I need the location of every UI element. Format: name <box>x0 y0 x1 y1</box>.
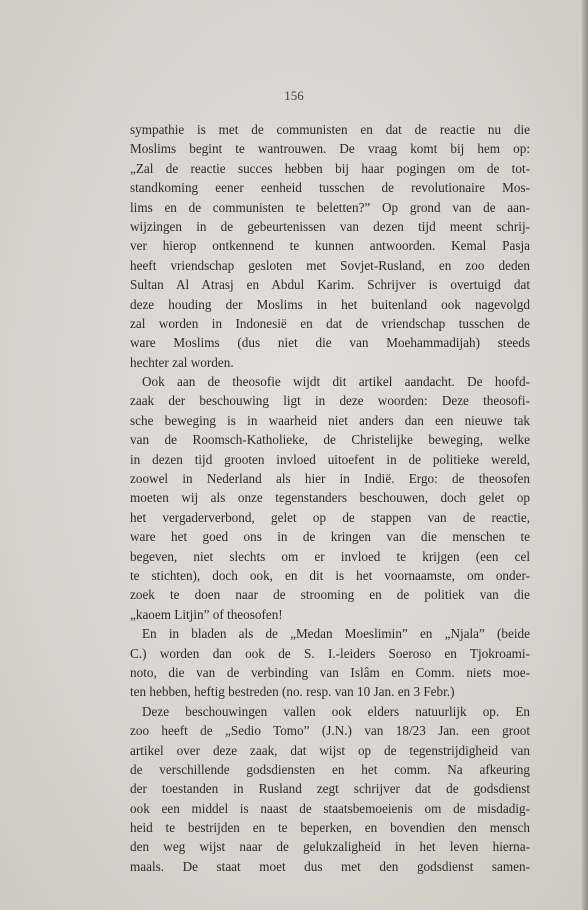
paragraph <box>130 372 530 624</box>
text-line: En in bladen als de „Medan Moeslimin” en „Njala” (beide <box>142 626 530 642</box>
text-line: lims en de communisten te beletten?” Op grond van de aan- <box>130 199 530 215</box>
text-line: zoek te doen naar de strooming en de politiek van die <box>130 587 530 603</box>
text-line: noto, die van de verbinding van Islâm en Comm. niets moe- <box>130 664 530 680</box>
text-line: sche beweging is in waarheid niet anders dan een nieuwe tak <box>130 412 530 428</box>
text-line: Deze beschouwingen vallen ook elders natuurlijk op. En <box>142 703 530 719</box>
text-line: deze houding der Moslims in het buitenland ook nagevolgd <box>130 296 530 312</box>
paragraph <box>130 702 530 877</box>
text-line: te stichten), doch ook, en dit is het voornaamste, om onder- <box>130 567 530 583</box>
text-line: der toestanden in Rusland zegt schrijver dat de godsdienst <box>130 781 530 797</box>
text-line: den weg wijst naar de gelukzaligheid in het leven hierna- <box>130 839 530 855</box>
text-line: het vergaderverbond, gelet op de stappen van de reactie, <box>130 509 530 525</box>
text-line: Sultan Al Atrasj en Abdul Karim. Schrijver is overtuigd dat <box>130 277 530 293</box>
body-text <box>130 120 530 876</box>
text-line: „Zal de reactie succes hebben bij haar pogingen om de tot- <box>130 160 530 176</box>
text-line: standkoming eener eenheid tusschen de revolutionaire Mos- <box>130 180 530 196</box>
text-line: zal worden in Indonesië en dat de vriendschap tusschen de <box>130 315 530 331</box>
text-line: ware het goed ons in de kringen van die menschen te <box>130 529 530 545</box>
text-line: ten hebben, heftig bestreden (no. resp. van 10 Jan. en 3 Febr.) <box>130 684 455 700</box>
text-line: wijzingen in de gebeurtenissen van dezen tijd meent schrij- <box>130 218 530 234</box>
text-line: zoo heeft de „Sedio Tomo” (J.N.) van 18/23 Jan. een groot <box>130 723 530 739</box>
text-line: moeten wij als onze tegenstanders beschouwen, doch gelet op <box>130 490 530 506</box>
text-line: sympathie is met de communisten en dat de reactie nu die <box>130 122 530 137</box>
text-line: zaak der beschouwing ligt in deze woorden: Deze theosofi- <box>130 393 530 409</box>
text-line: heid te bestrijden en te beperken, en bovendien den mensch <box>130 820 530 836</box>
text-line: heeft vriendschap gesloten met Sovjet-Rusland, en zoo deden <box>130 257 530 273</box>
text-line: hechter zal worden. <box>130 354 234 370</box>
text-line: Moslims begint te wantrouwen. De vraag komt bij hem op: <box>130 141 530 157</box>
text-line: C.) worden dan ook de S. I.-leiders Soeroso en Tjokroami- <box>130 645 530 661</box>
text-line: ook een middel is naast de staatsbemoeienis om de misdadig- <box>130 800 530 816</box>
page-edge-shadow <box>582 0 588 910</box>
text-line: „kaoem Litjin” of theosofen! <box>130 606 283 622</box>
text-line: ver hierop ontkennend te kunnen antwoorden. Kemal Pasja <box>130 238 530 254</box>
text-line: de verschillende godsdiensten en het comm. Na afkeuring <box>130 761 530 777</box>
text-line: van de Roomsch-Katholieke, de Christelijke beweging, welke <box>130 432 530 448</box>
text-line: zoowel in Nederland als hier in Indië. Ergo: de theosofen <box>130 471 530 487</box>
text-line: maals. De staat moet dus met den godsdienst samen- <box>130 858 530 874</box>
text-line: artikel over deze zaak, dat wijst op de tegenstrijdigheid van <box>130 742 530 758</box>
text-line: Ook aan de theosofie wijdt dit artikel aandacht. De hoofd- <box>142 374 530 390</box>
text-line: in dezen tijd grooten invloed uitoefent in de politieke wereld, <box>130 451 530 467</box>
text-line: begeven, niet slechts om er invloed te krijgen (een cel <box>130 548 530 564</box>
paragraph <box>130 624 530 702</box>
paragraph <box>130 120 530 372</box>
text-line: ware Moslims (dus niet die van Moehammadijah) steeds <box>130 335 530 351</box>
page-number: 156 <box>284 88 304 103</box>
